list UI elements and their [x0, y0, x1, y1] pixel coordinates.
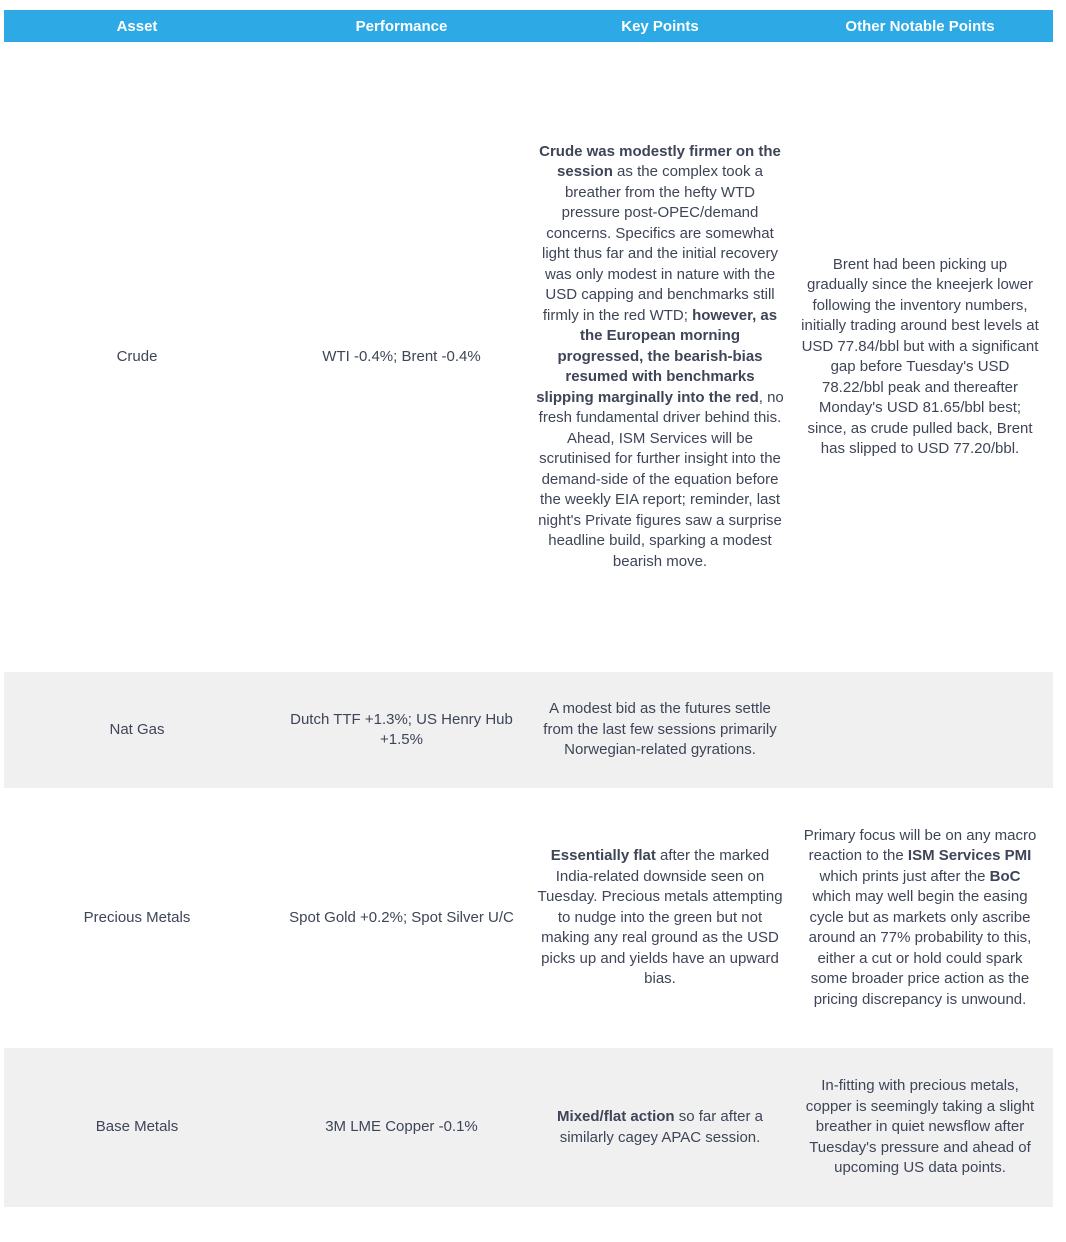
text-segment: Primary focus will be on any macro reaction to the [803, 826, 1037, 865]
text-segment: In-fitting with precious metals, copper is seemingly taking a slight breather in quiet newsflow after Tuesday's pressure and ahead of upcoming US data points. [805, 1077, 1035, 1177]
text-segment: so far after a similarly cagey APAC session. [559, 1108, 763, 1146]
performance-cell: Spot Gold +0.2%; Spot Silver U/C [289, 908, 514, 926]
text-segment: Brent had been picking up gradually since the kneejerk lower following the inventory numbers, initially trading around best levels at USD 77.84/bbl but with a significant gap before Tuesday's USD 78.22/bbl peak and thereafter Monday's USD 81.65/bbl best; since, as crude pulled back, Brent has slipped to USD 77.20/bbl. [801, 255, 1039, 457]
column-header-other-notable-points: Other Notable Points [787, 10, 1053, 42]
table-header [4, 10, 1053, 42]
performance-cell: WTI -0.4%; Brent -0.4% [322, 347, 481, 365]
key-points-cell [533, 42, 787, 672]
bold-text-segment: Essentially flat [550, 847, 656, 865]
column-header-key-points: Key Points [533, 10, 787, 42]
key-points-cell [533, 788, 787, 1048]
bold-text-segment: Mixed/flat action [557, 1108, 675, 1125]
asset-cell: Precious Metals [83, 908, 191, 926]
performance-cell: 3M LME Copper -0.1% [325, 1118, 478, 1136]
column-header-performance: Performance [270, 10, 533, 42]
text-segment: as the complex took a breather from the hefty WTD pressure post-OPEC/demand concerns. Specifics are somewhat light thus far and the initial recovery was only modest in nature with the USD capping and benchmarks still firmly in the red WTD; [542, 163, 778, 324]
table-body [4, 42, 1053, 1207]
bold-text-segment: BoC [989, 867, 1021, 885]
other-notable-points-cell [787, 1048, 1053, 1207]
other-notable-points-cell [787, 672, 1053, 788]
text-segment: which may well begin the easing cycle but as markets only ascribe around an 77% probability to this, either a cut or hold could spark some broader price action as the pricing discrepancy is unwound. [808, 888, 1032, 1008]
bold-text-segment: Crude was modestly firmer on the session [539, 142, 781, 181]
text-segment: which prints just after the [819, 867, 990, 885]
table-row [4, 672, 1053, 788]
bold-text-segment: however, as the European morning progressed, the bearish-bias resumed with benchmarks slipping marginally into the red [536, 306, 778, 406]
table-row [4, 788, 1053, 1048]
table-row [4, 42, 1053, 672]
performance-cell: Dutch TTF +1.3%; US Henry Hub +1.5% [290, 710, 513, 748]
asset-cell: Nat Gas [109, 720, 165, 738]
text-segment: , no fresh fundamental driver behind this. Ahead, ISM Services will be scrutinised for further insight into the demand-side of the equation before the weekly EIA report; reminder, last night's Private figures saw a surprise headline build, sparking a modest bearish move. [538, 388, 784, 570]
text-segment: after the marked India-related downside seen on Tuesday. Precious metals attempting to nudge into the green but not making any real ground as the USD picks up and yields have an upward bias. [537, 847, 783, 988]
header-row [4, 10, 1053, 42]
asset-commentary-table [4, 10, 1053, 1207]
column-header-asset: Asset [4, 10, 270, 42]
asset-cell: Base Metals [95, 1118, 179, 1136]
text-segment: A modest bid as the futures settle from the last few sessions primarily Norwegian-related gyrations. [543, 700, 777, 759]
bold-text-segment: ISM Services PMI [907, 847, 1032, 865]
key-points-cell [533, 1048, 787, 1207]
other-notable-points-cell [787, 42, 1053, 672]
asset-cell: Crude [116, 347, 158, 365]
key-points-cell [533, 672, 787, 788]
table-row [4, 1048, 1053, 1207]
other-notable-points-cell [787, 788, 1053, 1048]
